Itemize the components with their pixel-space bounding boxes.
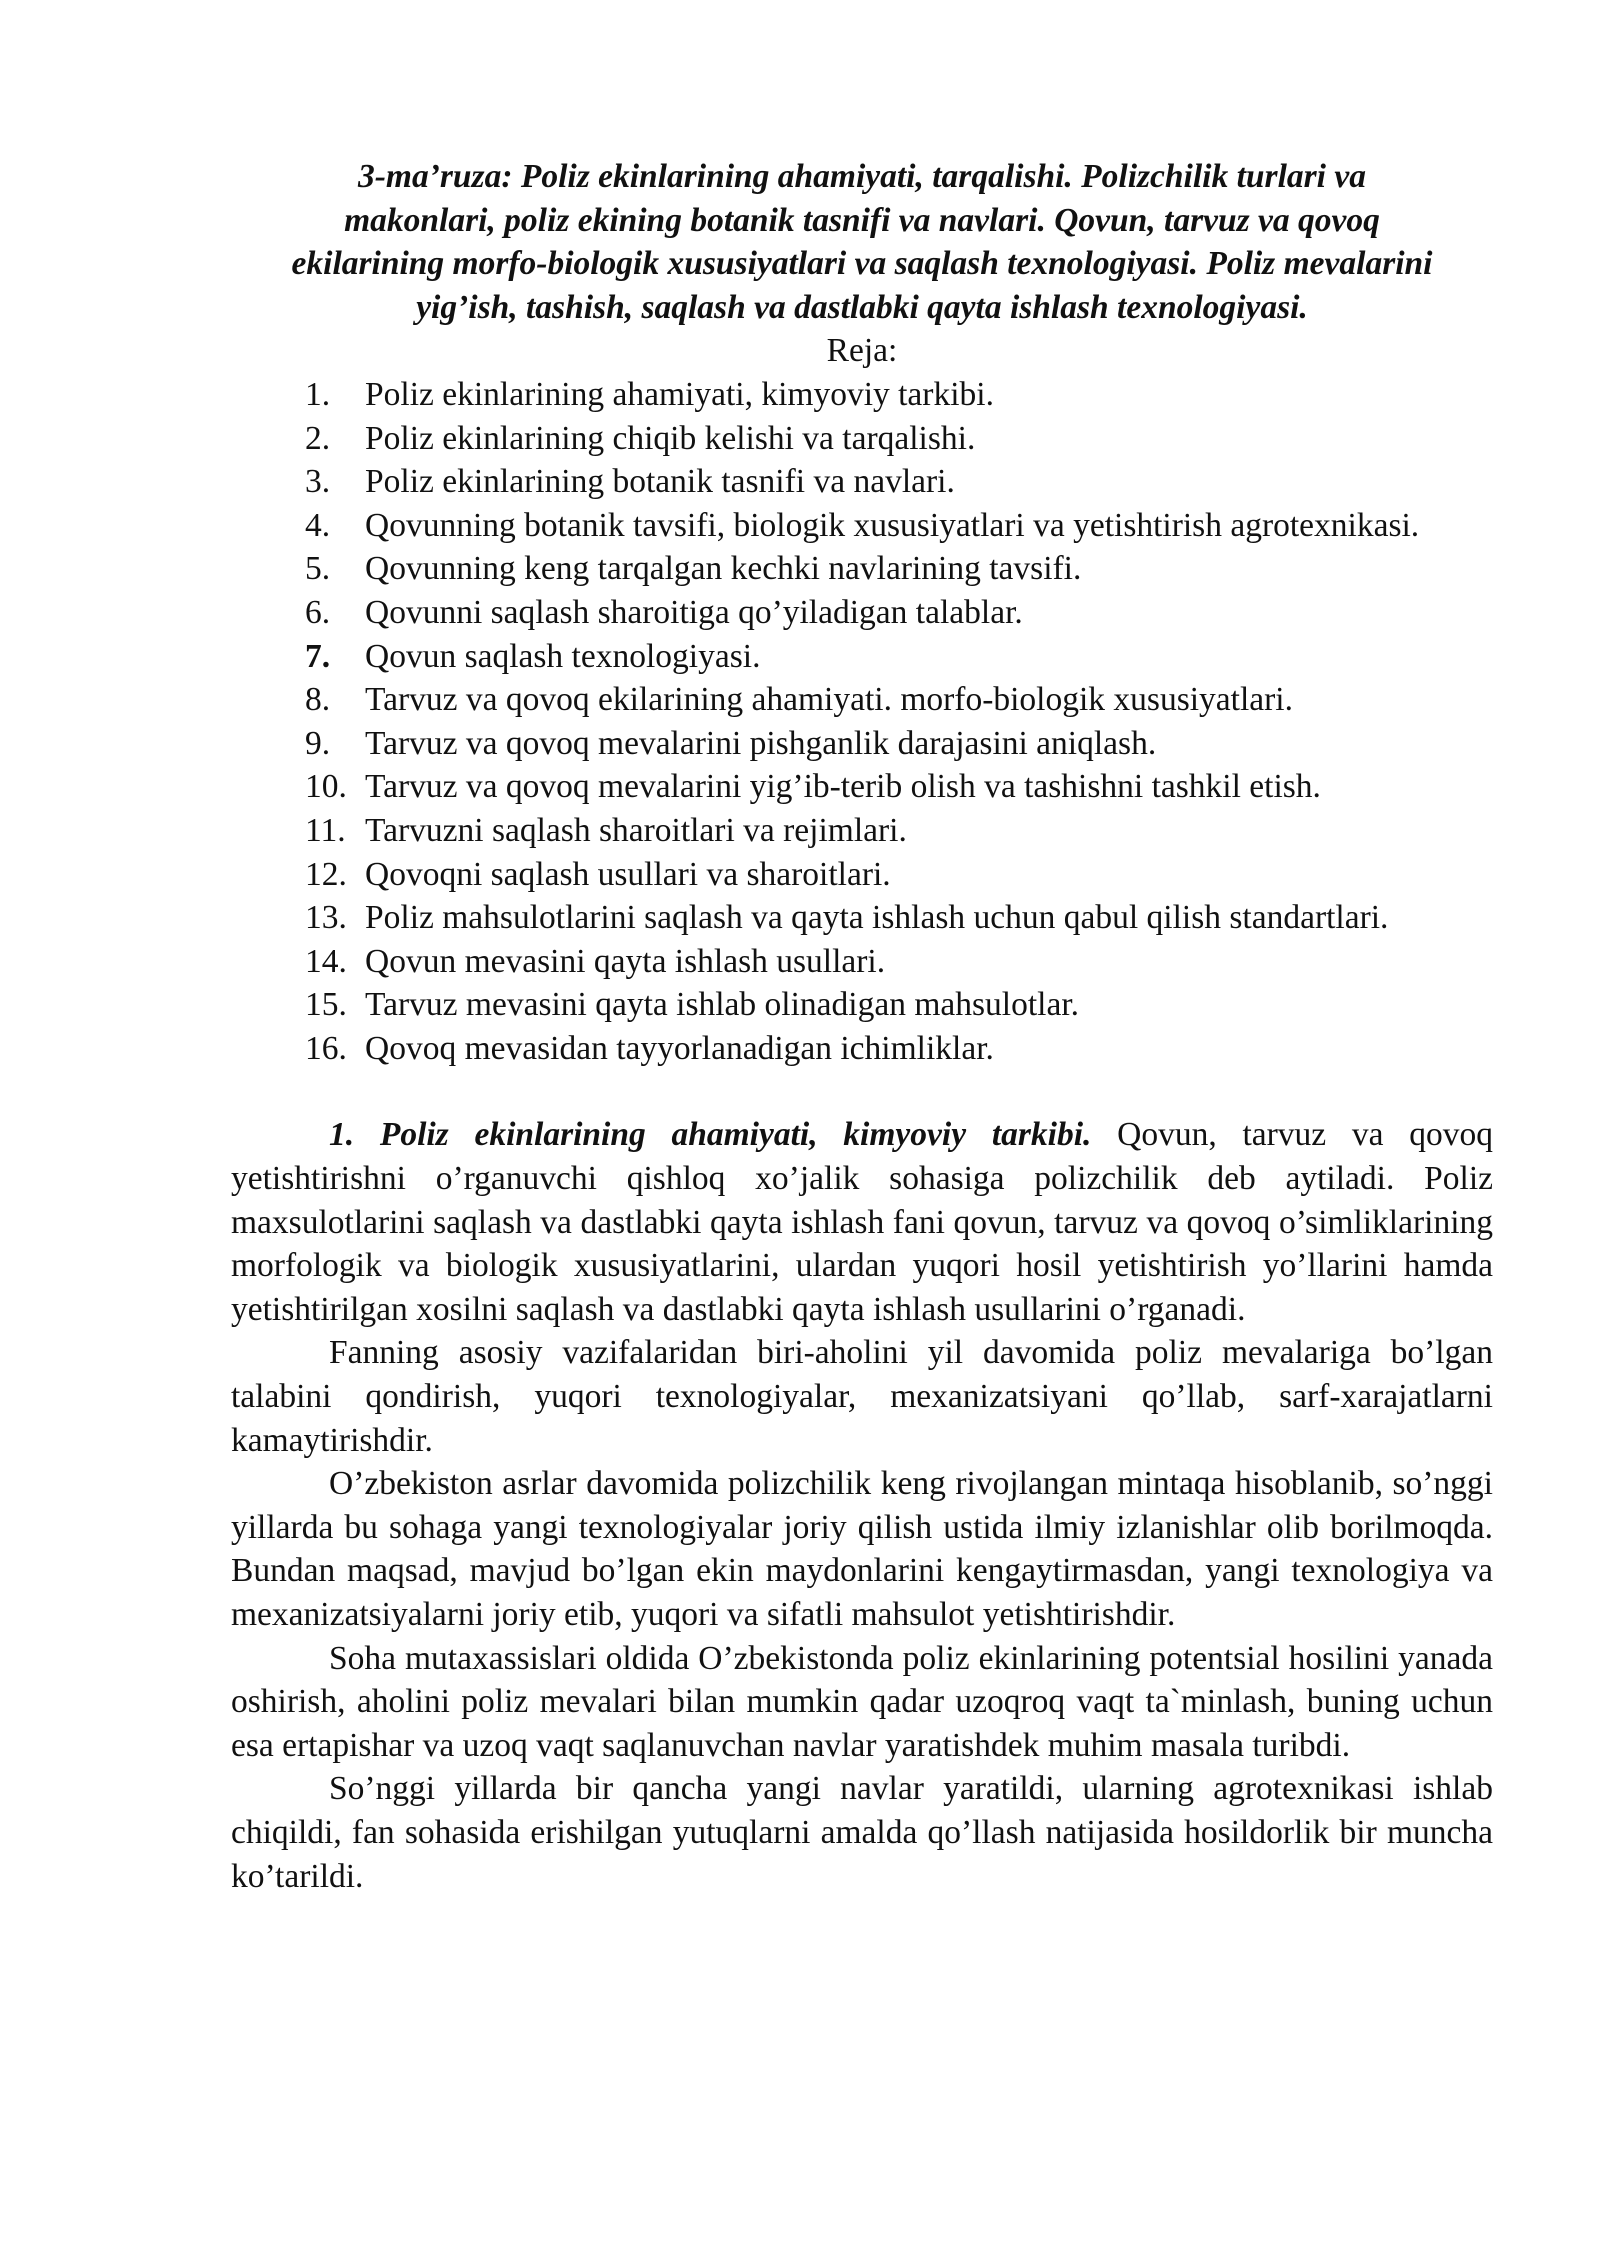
plan-item	[305, 765, 1491, 809]
plan-item	[305, 722, 1491, 766]
body-paragraph: O’zbekiston asrlar davomida polizchilik keng rivojlangan mintaqa hisoblanib, so’nggi yillarda bu sohaga yangi texnologiyalar joriy qilish ustida ilmiy izlanishlar olib borilmoqda. Bundan maqsad, mavjud bo’lgan ekin maydonlarini kengaytirmasdan, yangi texnologiya va mexanizatsiyalarni joriy etib, yuqori va sifatli mahsulot yetishtirishdir.	[231, 1465, 1493, 1633]
plan-item	[305, 896, 1491, 940]
plan-item-text: Tarvuz va qovoq mevalarini yig’ib-terib olish va tashishni tashkil etish.	[365, 768, 1321, 806]
body-paragraph: Fanning asosiy vazifalaridan biri-aholini yil davomida poliz mevalariga bo’lgan talabini qondirish, yuqori texnologiyalar, mexanizatsiyani qo’llab, sarf-xarajatlarni kamaytirishdir.	[231, 1334, 1493, 1459]
plan-label: Reja:	[826, 332, 898, 370]
plan-item-number: 4.	[305, 506, 331, 544]
section-body	[231, 1113, 1493, 1898]
plan-item	[305, 1027, 1491, 1071]
plan-item	[305, 678, 1491, 722]
plan-item-text: Qovoq mevasidan tayyorlanadigan ichimliklar.	[365, 1029, 994, 1067]
plan-item-number: 16.	[305, 1029, 347, 1067]
body-paragraph: Soha mutaxassislari oldida O’zbekistonda poliz ekinlarining potentsial hosilini yanada oshirish, aholini poliz mevalari bilan mumkin qadar uzoqroq vaqt ta`minlash, buning uchun esa ertapishar va uzoq vaqt saqlanuvchan navlar yaratishdek muhim masala turibdi.	[231, 1639, 1493, 1764]
plan-item	[305, 940, 1491, 984]
plan-item-number: 2.	[305, 419, 331, 457]
lecture-title: 3-ma’ruza: Poliz ekinlarining ahamiyati, tarqalishi. Polizchilik turlari va makonlari, poliz ekining botanik tasnifi va navlari. Qovun, tarvuz va qovoq ekilarining morfo-biologik xususiyatlari va saqlash texnologiyasi. Poliz mevalarini yig’ish, tashish, saqlash va dastlabki qayta ishlash texnologiyasi.	[291, 158, 1433, 326]
plan-list	[305, 373, 1491, 1071]
plan-item-text: Qovoqni saqlash usullari va sharoitlari.	[365, 855, 891, 893]
section-1-intro: Qovun, tarvuz va qovoq yetishtirishni o’rganuvchi qishloq xo’jalik sohasiga polizchilik deb aytiladi. Poliz maxsulotlarini saqlash va dastlabki qayta ishlash fani qovun, tarvuz va qovoq o’simliklarining morfologik va biologik xususiyatlarini, ulardan yuqori hosil yetishtirish yo’llarini hamda yetishtirilgan xosilni saqlash va dastlabki qayta ishlash usullarini o’rganadi.	[231, 1116, 1493, 1328]
section-1-heading: 1. Poliz ekinlarining ahamiyati, kimyoviy tarkibi.	[329, 1116, 1092, 1154]
plan-item-number: 9.	[305, 724, 331, 762]
plan-item-number: 10.	[305, 768, 347, 806]
plan-item	[305, 460, 1491, 504]
plan-item-text: Poliz ekinlarining ahamiyati, kimyoviy tarkibi.	[365, 375, 994, 413]
plan-item-text: Qovun saqlash texnologiyasi.	[365, 637, 761, 675]
plan-item-number: 15.	[305, 986, 347, 1024]
document-page	[231, 155, 1493, 1898]
plan-item-text: Poliz ekinlarining chiqib kelishi va tarqalishi.	[365, 419, 976, 457]
plan-item	[305, 504, 1491, 548]
plan-item	[305, 983, 1491, 1027]
plan-item-text: Qovunni saqlash sharoitiga qo’yiladigan talablar.	[365, 593, 1023, 631]
plan-item-number: 14.	[305, 942, 347, 980]
section-1-paragraph	[231, 1113, 1493, 1331]
plan-item-number: 8.	[305, 681, 331, 719]
plan-item-number: 13.	[305, 899, 347, 937]
plan-item-text: Qovunning keng tarqalgan kechki navlarining tavsifi.	[365, 550, 1082, 588]
plan-item-number: 6.	[305, 593, 331, 631]
plan-item	[305, 417, 1491, 461]
plan-item-text: Tarvuz mevasini qayta ishlab olinadigan mahsulotlar.	[365, 986, 1080, 1024]
plan-item-text: Tarvuz va qovoq mevalarini pishganlik darajasini aniqlash.	[365, 724, 1157, 762]
plan-item	[305, 547, 1491, 591]
plan-item	[305, 809, 1491, 853]
plan-item	[305, 591, 1491, 635]
plan-item-number: 11.	[305, 811, 346, 849]
plan-item-text: Poliz mahsulotlarini saqlash va qayta ishlash uchun qabul qilish standartlari.	[365, 899, 1389, 937]
plan-item-text: Tarvuz va qovoq ekilarining ahamiyati. morfo-biologik xususiyatlari.	[365, 681, 1293, 719]
plan-item-text: Tarvuzni saqlash sharoitlari va rejimlari.	[365, 811, 907, 849]
plan-item-number: 1.	[305, 375, 331, 413]
plan-item-text: Qovunning botanik tavsifi, biologik xususiyatlari va yetishtirish agrotexnikasi.	[365, 506, 1420, 544]
plan-item	[305, 373, 1491, 417]
plan-item-number: 7.	[305, 637, 331, 675]
body-paragraph: So’nggi yillarda bir qancha yangi navlar yaratildi, ularning agrotexnikasi ishlab chiqildi, fan sohasida erishilgan yutuqlarni amalda qo’llash natijasida hosildorlik bir muncha ko’tarildi.	[231, 1770, 1493, 1895]
plan-item	[305, 635, 1491, 679]
plan-item-number: 3.	[305, 463, 331, 501]
plan-item-text: Qovun mevasini qayta ishlash usullari.	[365, 942, 886, 980]
plan-item-number: 12.	[305, 855, 347, 893]
plan-item	[305, 853, 1491, 897]
plan-item-number: 5.	[305, 550, 331, 588]
plan-item-text: Poliz ekinlarining botanik tasnifi va navlari.	[365, 463, 955, 501]
